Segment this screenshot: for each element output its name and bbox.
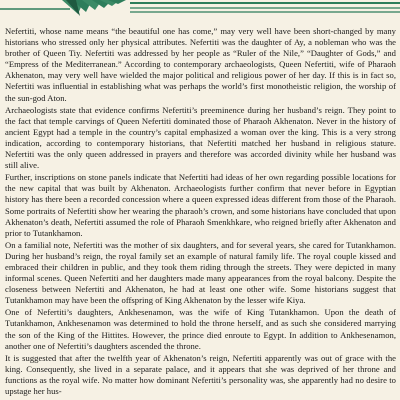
article-body: [5, 26, 396, 397]
header-band: [0, 0, 400, 20]
paragraph: It is suggested that after the twelfth year of Akhenaton’s reign, Nefertiti apparently was out of grace with the king. Consequently, she lived in a separate palace, and it appears that she was deprived of her throne and functions as the royal wife. No matter how dominant Nefertiti’s personality was, she apparently had no desire to upstage her hus-: [5, 352, 396, 396]
paragraph: One of Nefertiti’s daughters, Ankhesenamon, was the wife of King Tutankhamon. Upon the death of Tutankhamon, Ankhesenamon was determined to hold the throne herself, and as such she considered marrying the son of the King of the Hittites. However, the prince died enroute to Egypt. In addition to Ankhesenamon, another one of Nefertiti’s daughters ascended the throne.: [5, 307, 396, 351]
paragraph: On a familial note, Nefertiti was the mother of six daughters, and for several years, she cared for Tutankhamon. During her husband’s reign, the royal family set an example of natural family life. The royal couple kissed and embraced their children in public, and they took them riding through the streets. They were depicted in many informal scenes. Queen Nefertiti and her daughters made many appearances from the royal balcony. Despite the closeness between Nefertiti and Akhenaton, he had at least one other wife. Some historians suggest that Tutankhamon may have been the offspring of King Akhenaton by the lesser wife Kiya.: [5, 239, 396, 306]
paragraph: Further, inscriptions on stone panels indicate that Nefertiti had ideas of her own regarding possible locations for the new capital that was built by Akhenaton. Archaeologists further confirm that never before in Egyptian history has there been a recorded concession where a queen expressed ideas different from those of the Pharaoh. Some portraits of Nefertiti show her wearing the pharaoh’s crown, and some historians have concluded that upon Akhenaton’s death, Nefertiti assumed the role of Pharaoh Smenkhkare, who reigned briefly after Akhenaton and prior to Tutankhamon.: [5, 172, 396, 238]
paragraph: Nefertiti, whose name means “the beautiful one has come,” may very well have been short-changed by many historians who stressed only her physical attributes. Nefertiti was the daughter of Ay, a nobleman who was the brother of Queen Tiy. Nefertiti was addressed by her people as “Ruler of the Nile,” “Daughter of Gods,” and “Empress of the Mediterranean.” According to contemporary archaeologists, Queen Nefertiti, wife of Pharaoh Akhenaton, may very well have wielded the major political and religious power of her day. If this is in fact so, Nefertiti was influential in establishing what was perhaps the world’s first monotheistic religion, the worship of the sun-god Aton.: [5, 26, 396, 103]
paragraph: Archaeologists state that evidence confirms Nefertiti’s preeminence during her husband’s reign. They point to the fact that temple carvings of Queen Nefertiti dominated those of Pharaoh Akhenaton. Never in the history of ancient Egypt had a temple in the country’s capital emphasized a woman over the king. This is a very strong indication, according to contemporary historians, that Nefertiti matched her husband in religious stature. Nefertiti was the only queen addressed in prayers and therefore was accorded divinity while her husband was still alive.: [5, 104, 396, 171]
